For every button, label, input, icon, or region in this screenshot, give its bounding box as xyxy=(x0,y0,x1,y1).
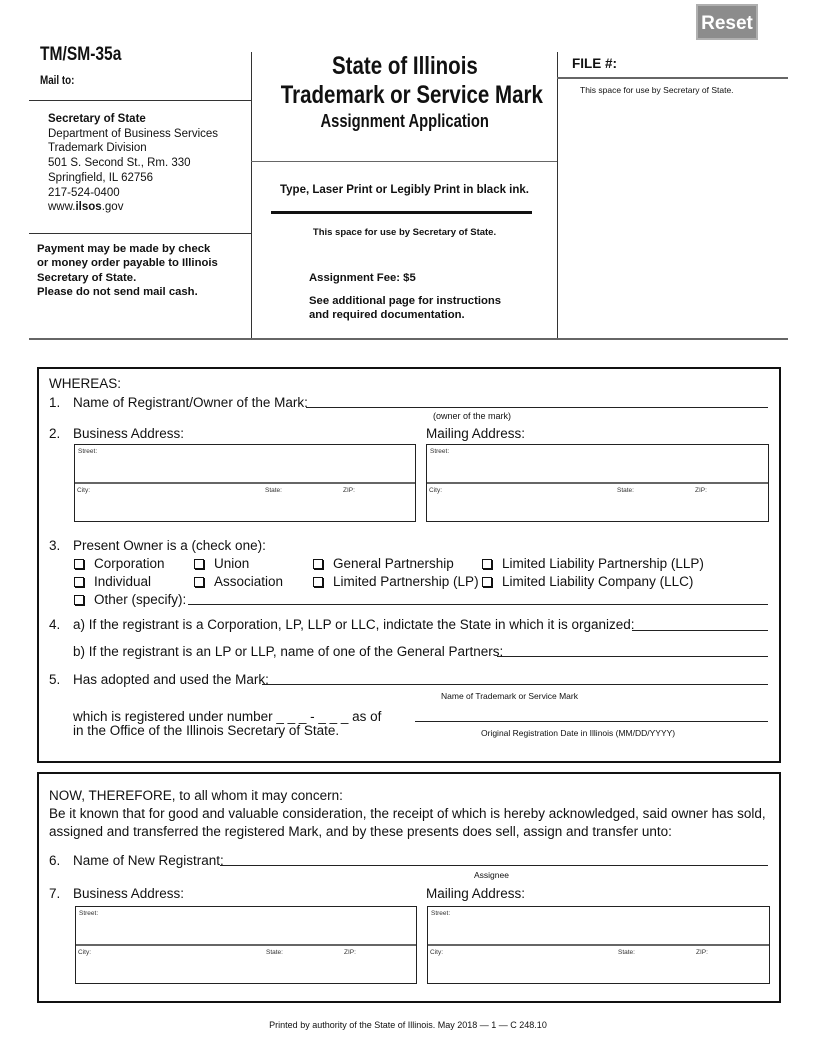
file-space-note: This space for use by Secretary of State. xyxy=(580,85,734,95)
q6-label: Name of New Registrant: xyxy=(73,853,224,868)
therefore-body-2: assigned and transferred the registered Mark, and by these presents does sell, assign and transfer unto: xyxy=(49,824,672,839)
option-other[interactable]: Other (specify): xyxy=(74,592,186,607)
q2-number: 2. xyxy=(49,426,61,441)
q5-number: 5. xyxy=(49,672,61,687)
q4b-label: b) If the registrant is an LP or LLP, name of one of the General Partners: xyxy=(73,644,504,659)
footer: Printed by authority of the State of Illinois. May 2018 — 1 — C 248.10 xyxy=(269,1020,547,1030)
sos-space-note: This space for use by Secretary of State. xyxy=(312,227,497,238)
additional-page-note: See additional page for instructions and required documentation. xyxy=(309,295,502,321)
title-sub: Assignment Application xyxy=(320,111,489,131)
q1-number: 1. xyxy=(49,395,61,410)
therefore-heading: NOW, THEREFORE, to all whom it may concern: xyxy=(49,788,343,803)
title-state: State of Illinois xyxy=(331,52,478,80)
registration-number-field[interactable]: which is registered under number _ _ _ - _ _ _ as of xyxy=(73,709,382,724)
q5-caption: Name of Trademark or Service Mark xyxy=(441,691,578,701)
reset-button[interactable]: Reset xyxy=(696,4,758,40)
assignment-fee: Assignment Fee: $5 xyxy=(309,272,416,284)
q4-number: 4. xyxy=(49,617,61,632)
file-number-label: FILE #: xyxy=(572,56,618,71)
option-association[interactable]: Association xyxy=(194,574,283,589)
option-llc[interactable]: Limited Liability Company (LLC) xyxy=(482,574,693,589)
option-llp[interactable]: Limited Liability Partnership (LLP) xyxy=(482,556,704,571)
mark-name-field[interactable] xyxy=(262,684,768,685)
general-partner-field[interactable] xyxy=(497,656,768,657)
new-mailing-address-label: Mailing Address: xyxy=(426,886,526,901)
q3-number: 3. xyxy=(49,538,61,553)
business-address-box[interactable]: Street: City: State: ZIP: xyxy=(74,444,416,522)
therefore-body-1: Be it known that for good and valuable consideration, the receipt of which is hereby acknowledged, said owner has sold, xyxy=(49,806,766,821)
state-organized-field[interactable] xyxy=(632,630,768,631)
q5-label: Has adopted and used the Mark: xyxy=(73,672,269,687)
q7-number: 7. xyxy=(49,886,61,901)
q6-caption: Assignee xyxy=(474,870,509,880)
q2-label: Business Address: xyxy=(73,426,185,441)
option-corporation[interactable]: Corporation xyxy=(74,556,165,571)
registrant-name-field[interactable] xyxy=(306,407,768,408)
option-union[interactable]: Union xyxy=(194,556,249,571)
form-id: TM/SM-35a xyxy=(40,44,122,65)
q4a-label: a) If the registrant is a Corporation, LP, LLP or LLC, indictate the State in which it is organized: xyxy=(73,617,635,632)
registration-date-field[interactable] xyxy=(415,721,768,722)
new-registrant-field[interactable] xyxy=(220,865,768,866)
q1-label: Name of Registrant/Owner of the Mark: xyxy=(73,395,308,410)
q1-caption: (owner of the mark) xyxy=(433,411,512,421)
date-caption: Original Registration Date in Illinois (MM/DD/YYYY) xyxy=(481,728,676,738)
mailing-address: Secretary of State Department of Business Services Trademark Division 501 S. Second St., Rm. 330 Springfield, IL 62756 217-524-0400 www.ilsos.gov xyxy=(48,113,219,214)
option-general-partnership[interactable]: General Partnership xyxy=(313,556,454,571)
mail-to-label: Mail to: xyxy=(40,73,75,87)
q6-number: 6. xyxy=(49,853,61,868)
new-mailing-address-box[interactable]: Street: City: State: ZIP: xyxy=(427,906,770,984)
office-text: in the Office of the Illinois Secretary of State. xyxy=(73,723,340,738)
other-specify-field[interactable] xyxy=(188,604,768,605)
whereas-heading: WHEREAS: xyxy=(49,376,122,391)
option-lp[interactable]: Limited Partnership (LP) xyxy=(313,574,479,589)
ink-instruction: Type, Laser Print or Legibly Print in black ink. xyxy=(279,184,529,196)
q3-label: Present Owner is a (check one): xyxy=(73,538,266,553)
mailing-address-box[interactable]: Street: City: State: ZIP: xyxy=(426,444,769,522)
payment-note: Payment may be made by check or money order payable to Illinois Secretary of State. Please do not send mail cash. xyxy=(37,243,218,299)
option-individual[interactable]: Individual xyxy=(74,574,151,589)
website: www.ilsos.gov xyxy=(48,201,124,214)
title-main: Trademark or Service Mark xyxy=(280,81,543,109)
q7-label: Business Address: xyxy=(73,886,185,901)
new-business-address-box[interactable]: Street: City: State: ZIP: xyxy=(75,906,417,984)
mailing-address-label: Mailing Address: xyxy=(426,426,526,441)
